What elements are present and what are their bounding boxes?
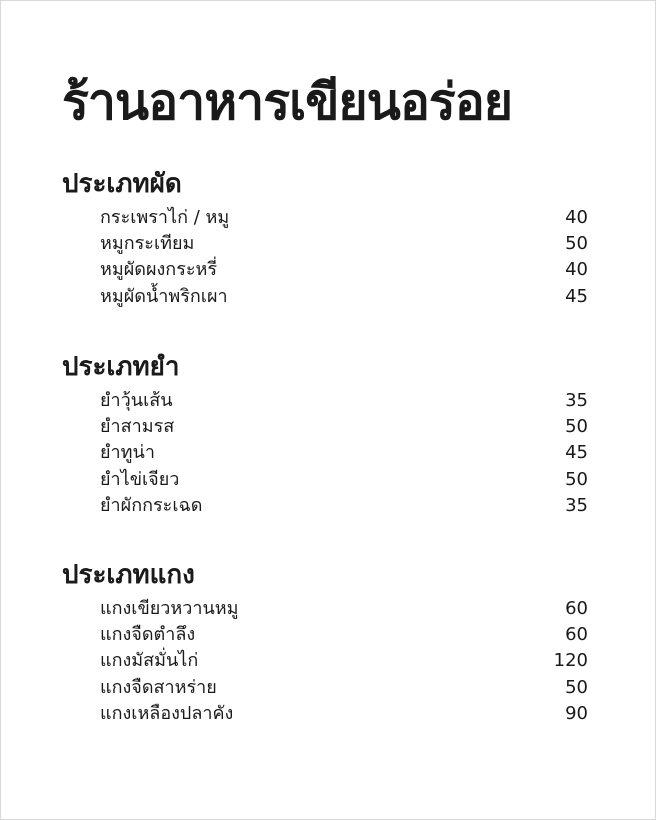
menu-item-price: 35: [565, 494, 588, 516]
menu-item-name: ยำวุ้นเส้น: [100, 390, 173, 411]
menu-item-name: ยำสามรส: [100, 416, 175, 438]
menu-item-name: แกงมัสมั่นไก่: [100, 650, 199, 672]
menu-item-name: หมูกระเทียม: [100, 233, 195, 255]
menu-item: [62, 493, 588, 519]
menu-item: [62, 231, 588, 257]
menu-item-name: หมูผัดน้ำพริกเผา: [100, 285, 228, 307]
menu-item: [62, 414, 588, 440]
menu-item: [62, 701, 588, 727]
menu-item-price: 45: [565, 285, 588, 307]
section-heading: ประเภทผัด: [62, 169, 182, 199]
menu-item: [62, 467, 588, 493]
menu-item-name: แกงเขียวหวานหมู: [100, 598, 239, 619]
menu-item: [62, 440, 588, 466]
menu-item-list: [62, 596, 588, 727]
menu-item: [62, 596, 588, 622]
menu-item-price: 120: [553, 650, 588, 672]
menu-title: ร้านอาหารเขียนอร่อย: [62, 73, 513, 131]
menu-item-name: ยำผักกระเฉด: [100, 494, 203, 516]
menu-section-stir-fry: [62, 167, 588, 310]
menu-item-list: [62, 388, 588, 519]
menu-item-price: 60: [565, 598, 588, 619]
menu-item: [62, 284, 588, 310]
menu-item: [62, 675, 588, 701]
menu-item-price: 50: [565, 416, 588, 438]
menu-item-price: 90: [565, 702, 588, 724]
menu-item-price: 45: [565, 442, 588, 464]
menu-item-price: 35: [565, 390, 588, 411]
menu-section-curry: [62, 558, 588, 727]
menu-item-name: แกงเหลืองปลาคัง: [100, 702, 234, 724]
menu-item-price: 40: [565, 259, 588, 281]
section-heading: ประเภทแกง: [62, 560, 195, 590]
menu-item-name: ยำไข่เจียว: [100, 468, 180, 490]
menu-item-price: 40: [565, 207, 588, 228]
menu-item-price: 50: [565, 468, 588, 490]
menu-item-name: ยำทูน่า: [100, 442, 155, 464]
menu-item-price: 50: [565, 676, 588, 698]
menu-item: [62, 622, 588, 648]
menu-item: [62, 388, 588, 414]
menu-item-name: แกงจืดตำลึง: [100, 624, 196, 646]
menu-item-name: หมูผัดผงกระหรี่: [100, 259, 218, 281]
section-heading: ประเภทยำ: [62, 352, 180, 382]
menu-item: [62, 257, 588, 283]
menu-item-name: แกงจืดสาหร่าย: [100, 676, 217, 698]
menu-item-list: [62, 205, 588, 310]
menu-item: [62, 205, 588, 231]
menu-item-price: 60: [565, 624, 588, 646]
menu-item: [62, 648, 588, 674]
menu-section-salad: [62, 350, 588, 519]
menu-item-price: 50: [565, 233, 588, 255]
menu-item-name: กระเพราไก่ / หมู: [100, 207, 230, 228]
